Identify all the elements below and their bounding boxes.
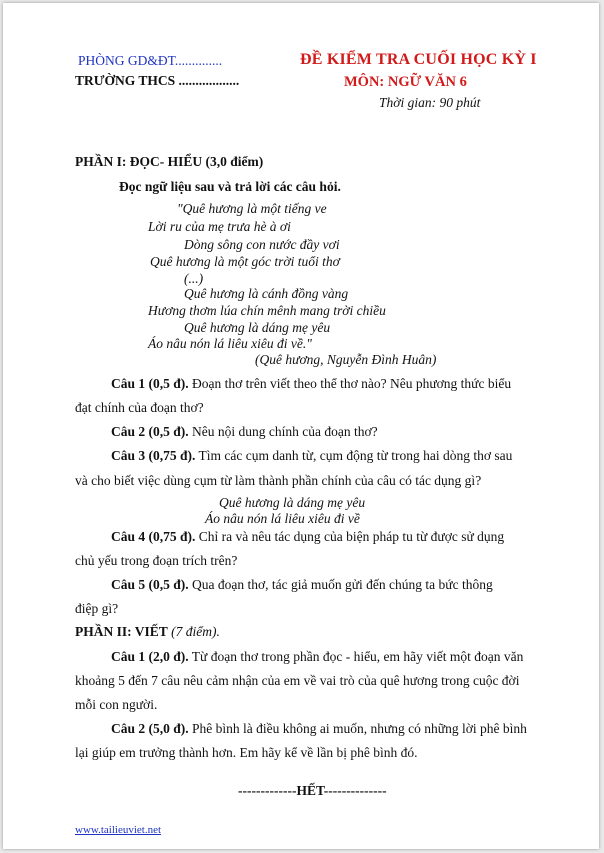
part2-points: (7 điểm). xyxy=(167,624,220,639)
writing-question-2 xyxy=(111,721,527,737)
poem-line-3: Dòng sông con nước đầy vơi xyxy=(184,237,340,252)
subject-line: MÔN: NGỮ VĂN 6 xyxy=(344,74,467,90)
writing-question-1-text: Từ đoạn thơ trong phần đọc - hiểu, em hãy viết một đoạn văn xyxy=(188,649,524,664)
question-5-text: Qua đoạn thơ, tác giả muốn gửi đến chúng ta bức thông xyxy=(188,577,493,592)
writing-question-2-cont: lại giúp em trưởng thành hơn. Em hãy kể về lần bị phê bình đó. xyxy=(75,745,418,760)
footer-link[interactable]: www.tailieuviet.net xyxy=(75,824,162,836)
writing-question-1-label: Câu 1 (2,0 đ). xyxy=(111,649,189,664)
question-3-label: Câu 3 (0,75 đ). xyxy=(111,448,196,463)
time-line: Thời gian: 90 phút xyxy=(379,95,481,110)
question-1 xyxy=(111,376,511,392)
writing-question-1-cont-1: khoảng 5 đến 7 câu nêu cảm nhận của em về vai trò của quê hương trong cuộc đời xyxy=(75,673,520,688)
question-3 xyxy=(111,448,512,464)
department-line: PHÒNG GD&ĐT.............. xyxy=(78,53,223,68)
question-4-cont: chủ yếu trong đoạn trích trên? xyxy=(75,553,238,568)
question-3-quote-1: Quê hương là dáng mẹ yêu xyxy=(219,495,366,510)
question-1-text: Đoạn thơ trên viết theo thể thơ nào? Nêu phương thức biểu xyxy=(188,376,512,391)
poem-line-7: Hương thơm lúa chín mênh mang trời chiều xyxy=(148,303,386,318)
poem-line-4: Quê hương là một góc trời tuổi thơ xyxy=(150,254,340,269)
poem-line-6: Quê hương là cánh đồng vàng xyxy=(184,286,349,301)
document-page xyxy=(3,3,599,849)
question-5 xyxy=(111,577,493,593)
question-4-label: Câu 4 (0,75 đ). xyxy=(111,529,196,544)
poem-source: (Quê hương, Nguyễn Đình Huân) xyxy=(255,352,437,367)
question-4-text: Chỉ ra và nêu tác dụng của biện pháp tu từ được sử dụng xyxy=(195,529,505,544)
reading-instruction: Đọc ngữ liệu sau và trả lời các câu hỏi. xyxy=(119,179,341,194)
poem-line-2: Lời ru của mẹ trưa hè à ơi xyxy=(148,219,291,234)
writing-question-2-text: Phê bình là điều không ai muốn, nhưng có những lời phê bình xyxy=(188,721,527,736)
writing-question-2-label: Câu 2 (5,0 đ). xyxy=(111,721,189,736)
question-1-label: Câu 1 (0,5 đ). xyxy=(111,376,189,391)
poem-line-9: Áo nâu nón lá liêu xiêu đi về." xyxy=(148,336,312,351)
question-2 xyxy=(111,424,378,440)
poem-line-1: "Quê hương là một tiếng ve xyxy=(177,201,327,216)
question-2-label: Câu 2 (0,5 đ). xyxy=(111,424,189,439)
question-4 xyxy=(111,529,504,545)
exam-title: ĐỀ KIỂM TRA CUỐI HỌC KỲ I xyxy=(300,51,537,68)
question-2-text: Nêu nội dung chính của đoạn thơ? xyxy=(188,424,378,439)
question-5-label: Câu 5 (0,5 đ). xyxy=(111,577,189,592)
poem-line-8: Quê hương là dáng mẹ yêu xyxy=(184,320,331,335)
question-5-cont: điệp gì? xyxy=(75,601,119,616)
question-3-quote-2: Áo nâu nón lá liêu xiêu đi về xyxy=(205,511,360,526)
part2-title xyxy=(75,624,220,640)
part1-title: PHẦN I: ĐỌC- HIỂU (3,0 điểm) xyxy=(75,154,264,169)
poem-line-5: (...) xyxy=(184,271,204,286)
question-3-cont: và cho biết việc dùng cụm từ làm thành phần chính của câu có tác dụng gì? xyxy=(75,473,482,488)
part2-title-text: PHẦN II: VIẾT xyxy=(75,624,168,639)
question-1-cont: đạt chính của đoạn thơ? xyxy=(75,400,204,415)
writing-question-1-cont-2: mỗi con người. xyxy=(75,697,158,712)
writing-question-1 xyxy=(111,649,523,665)
question-3-text: Tìm các cụm danh từ, cụm động từ trong hai dòng thơ sau xyxy=(195,448,513,463)
end-mark: -------------HẾT-------------- xyxy=(238,783,387,798)
school-line: TRƯỜNG THCS .................. xyxy=(75,73,240,88)
